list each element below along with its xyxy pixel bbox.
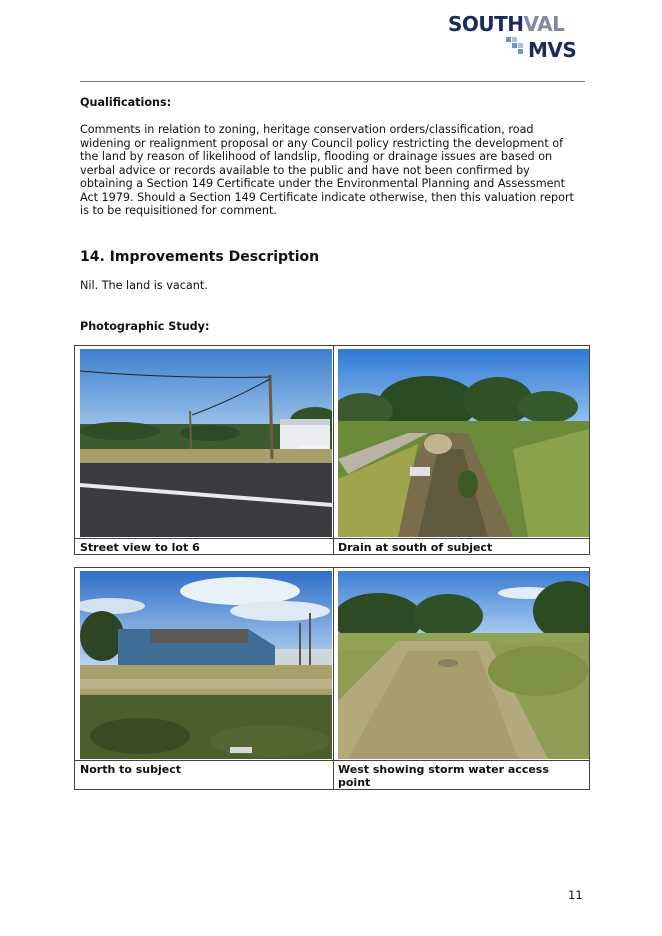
- north-photo: [80, 571, 332, 759]
- text-line: obtaining a Section 149 Certificate under the Environmental Planning and Assessment: [80, 177, 566, 190]
- table-divider: [333, 346, 334, 554]
- text-line: widening or realignment proposal or any Council policy restricting the development of: [80, 136, 564, 150]
- table-divider: [75, 760, 589, 761]
- qualifications-text: [80, 123, 580, 218]
- logo-pixel: [518, 43, 523, 48]
- photo-caption: [338, 763, 578, 789]
- drain-photo: [338, 349, 589, 537]
- section-body: Nil. The land is vacant.: [80, 279, 208, 292]
- table-divider: [333, 568, 334, 789]
- logo-pixel: [518, 49, 523, 54]
- logo-pixel: [506, 37, 511, 42]
- text-line: verbal advice or records available to the public and have not been confirmed by: [80, 163, 530, 177]
- text-line: is to be requisitioned for comment.: [80, 204, 277, 217]
- qualifications-heading: Qualifications:: [80, 96, 172, 109]
- logo-text-top: SOUTHVAL: [448, 12, 565, 36]
- header-rule: [80, 81, 585, 82]
- photo-caption: Street view to lot 6: [80, 541, 200, 554]
- photo-caption: Drain at south of subject: [338, 541, 493, 554]
- photo-study-heading: Photographic Study:: [80, 320, 210, 333]
- section-heading: 14. Improvements Description: [80, 249, 320, 265]
- logo-text-bottom: MVS: [528, 38, 577, 62]
- text-line: Comments in relation to zoning, heritage conservation orders/classification, road: [80, 123, 534, 136]
- company-logo: [448, 12, 580, 60]
- logo-pixel: [512, 37, 517, 42]
- page-number: 11: [568, 888, 583, 902]
- logo-pixel: [512, 43, 517, 48]
- text-line: Act 1979. Should a Section 149 Certificate indicate otherwise, then this valuation report: [80, 190, 574, 204]
- table-divider: [75, 538, 589, 539]
- text-line: the land by reason of likelihood of landslip, flooding or drainage issues are based on: [80, 150, 553, 163]
- caption-line: West showing storm water access: [338, 763, 549, 776]
- photo-caption: North to subject: [80, 763, 182, 776]
- caption-line: point: [338, 776, 371, 789]
- street-view-photo: [80, 349, 332, 537]
- west-photo: [338, 571, 589, 759]
